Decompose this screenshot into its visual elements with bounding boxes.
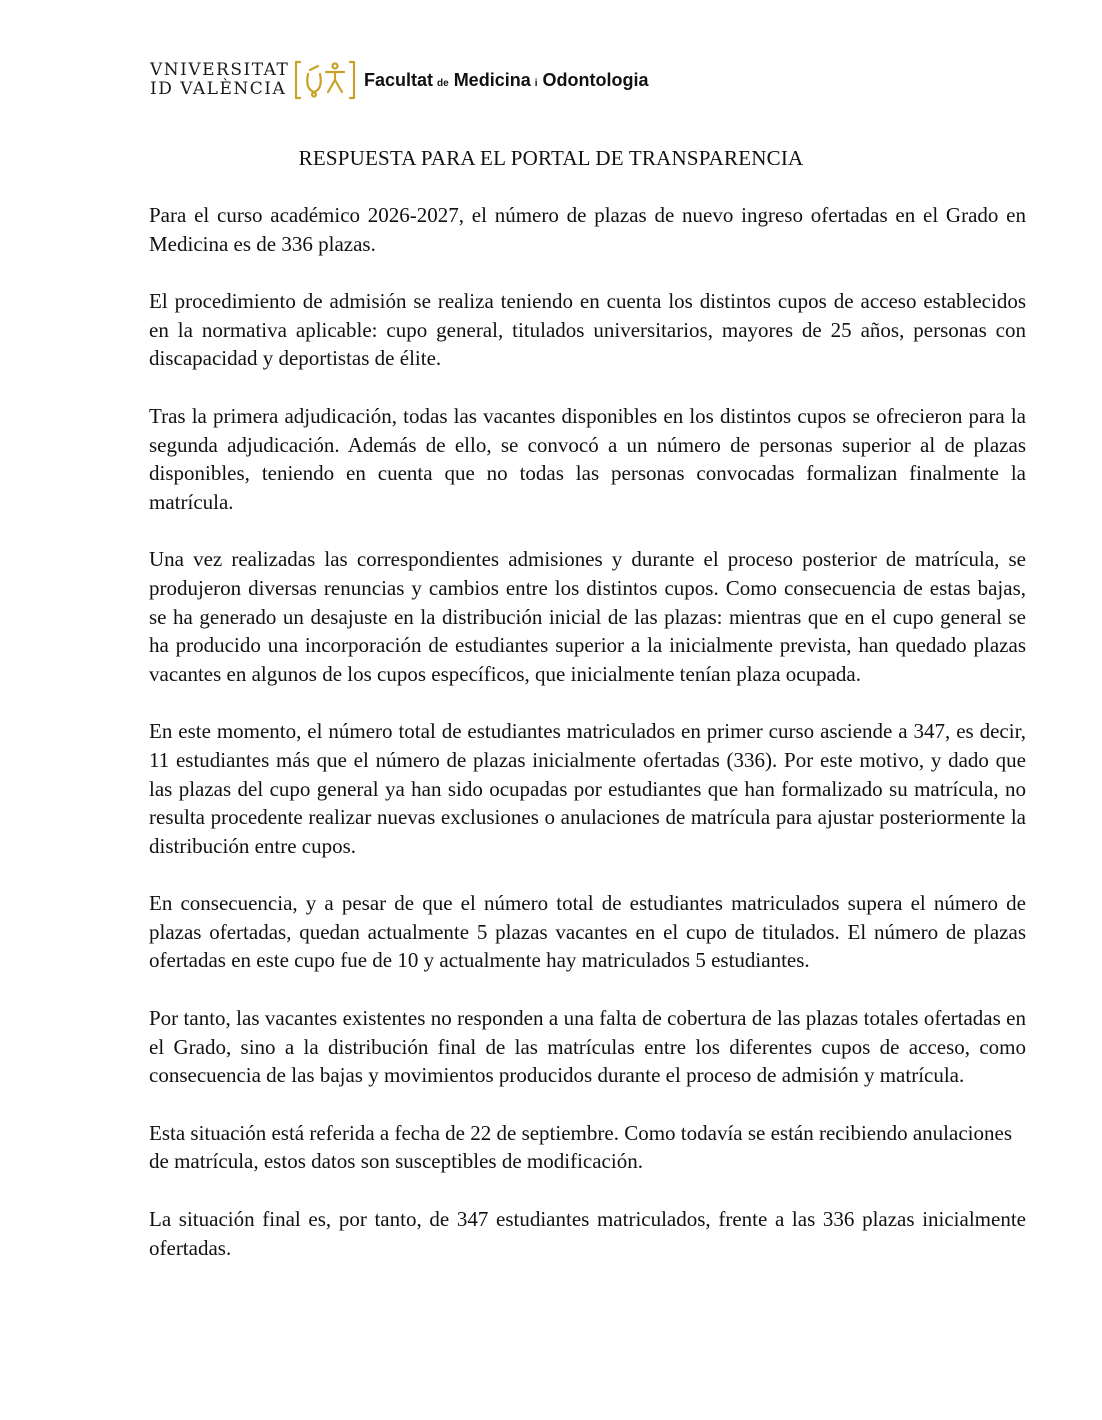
paragraph: En este momento, el número total de estudiantes matriculados en primer curso asciende a 347, es decir, 11 estudiantes más que el número de plazas inicialmente ofertadas (336). Por este motivo, y dado que las plazas del cupo general ya han sido ocupadas por estudiantes que han formalizado su matrícula, no resulta procedente realizar nuevas exclusiones o anulaciones de matrícula para ajustar posteriormente la distribución entre cupos. [149, 719, 1026, 858]
paragraph: Esta situación está referida a fecha de 22 de septiembre. Como todavía se están recibiendo anulaciones de matrícula, estos datos son susceptibles de modificación. [149, 1120, 1012, 1174]
paragraph: En consecuencia, y a pesar de que el número total de estudiantes matriculados supera el número de plazas ofertadas, quedan actualmente 5 plazas vacantes en el cupo de titulados. El número de plazas ofertadas en este cupo fue de 10 y actualmente hay matriculados 5 estudiantes. [149, 891, 1026, 973]
faculty-name-part4: i [534, 77, 538, 89]
faculty-name-part5: Odontologia [542, 69, 649, 90]
university-name-line2: ID VALÈNCIA [150, 79, 287, 99]
faculty-name-part3: Medicina [453, 69, 531, 90]
document-title: RESPUESTA PARA EL PORTAL DE TRANSPARENCIA [298, 146, 804, 170]
university-name [150, 61, 288, 99]
faculty-name-part1: Facultat [364, 69, 434, 90]
document-body [149, 201, 1026, 1291]
paragraph: Por tanto, las vacantes existentes no responden a una falta de cobertura de las plazas totales ofertadas en el Grado, sino a la distribución final de las matrículas entre los diferentes cupos de acceso, como consecuencia de las bajas y movimientos producidos durante el proceso de admisión y matrícula. [149, 1006, 1026, 1088]
university-emblem-icon [294, 58, 356, 102]
faculty-name-part2: de [437, 77, 449, 89]
paragraph: La situación final es, por tanto, de 347 estudiantes matriculados, frente a las 336 plazas inicialmente ofertadas. [149, 1207, 1026, 1260]
paragraph: Para el curso académico 2026-2027, el número de plazas de nuevo ingreso ofertadas en el Grado en Medicina es de 336 plazas. [149, 203, 1026, 256]
letterhead [150, 56, 648, 104]
faculty-name [364, 70, 648, 91]
university-name-line1: VNIVERSITAT [150, 60, 290, 80]
paragraph: Tras la primera adjudicación, todas las vacantes disponibles en los distintos cupos se ofrecieron para la segunda adjudicación. Además de ello, se convocó a un número de personas superior al de plazas disponibles, teniendo en cuenta que no todas las personas convocadas formalizan finalmente la matrícula. [149, 403, 1026, 514]
paragraph: El procedimiento de admisión se realiza teniendo en cuenta los distintos cupos de acceso establecidos en la normativa aplicable: cupo general, titulados universitarios, mayores de 25 años, personas con discapacidad y deportistas de élite. [149, 289, 1026, 371]
paragraph: Una vez realizadas las correspondientes admisiones y durante el proceso posterior de matrícula, se produjeron diversas renuncias y cambios entre los distintos cupos. Como consecuencia de estas bajas, se ha generado un desajuste en la distribución inicial de las plazas: mientras que en el cupo general se ha producido una incorporación de estudiantes superior a la inicialmente prevista, han quedado plazas vacantes en algunos de los cupos específicos, que inicialmente tenían plaza ocupada. [149, 547, 1026, 686]
